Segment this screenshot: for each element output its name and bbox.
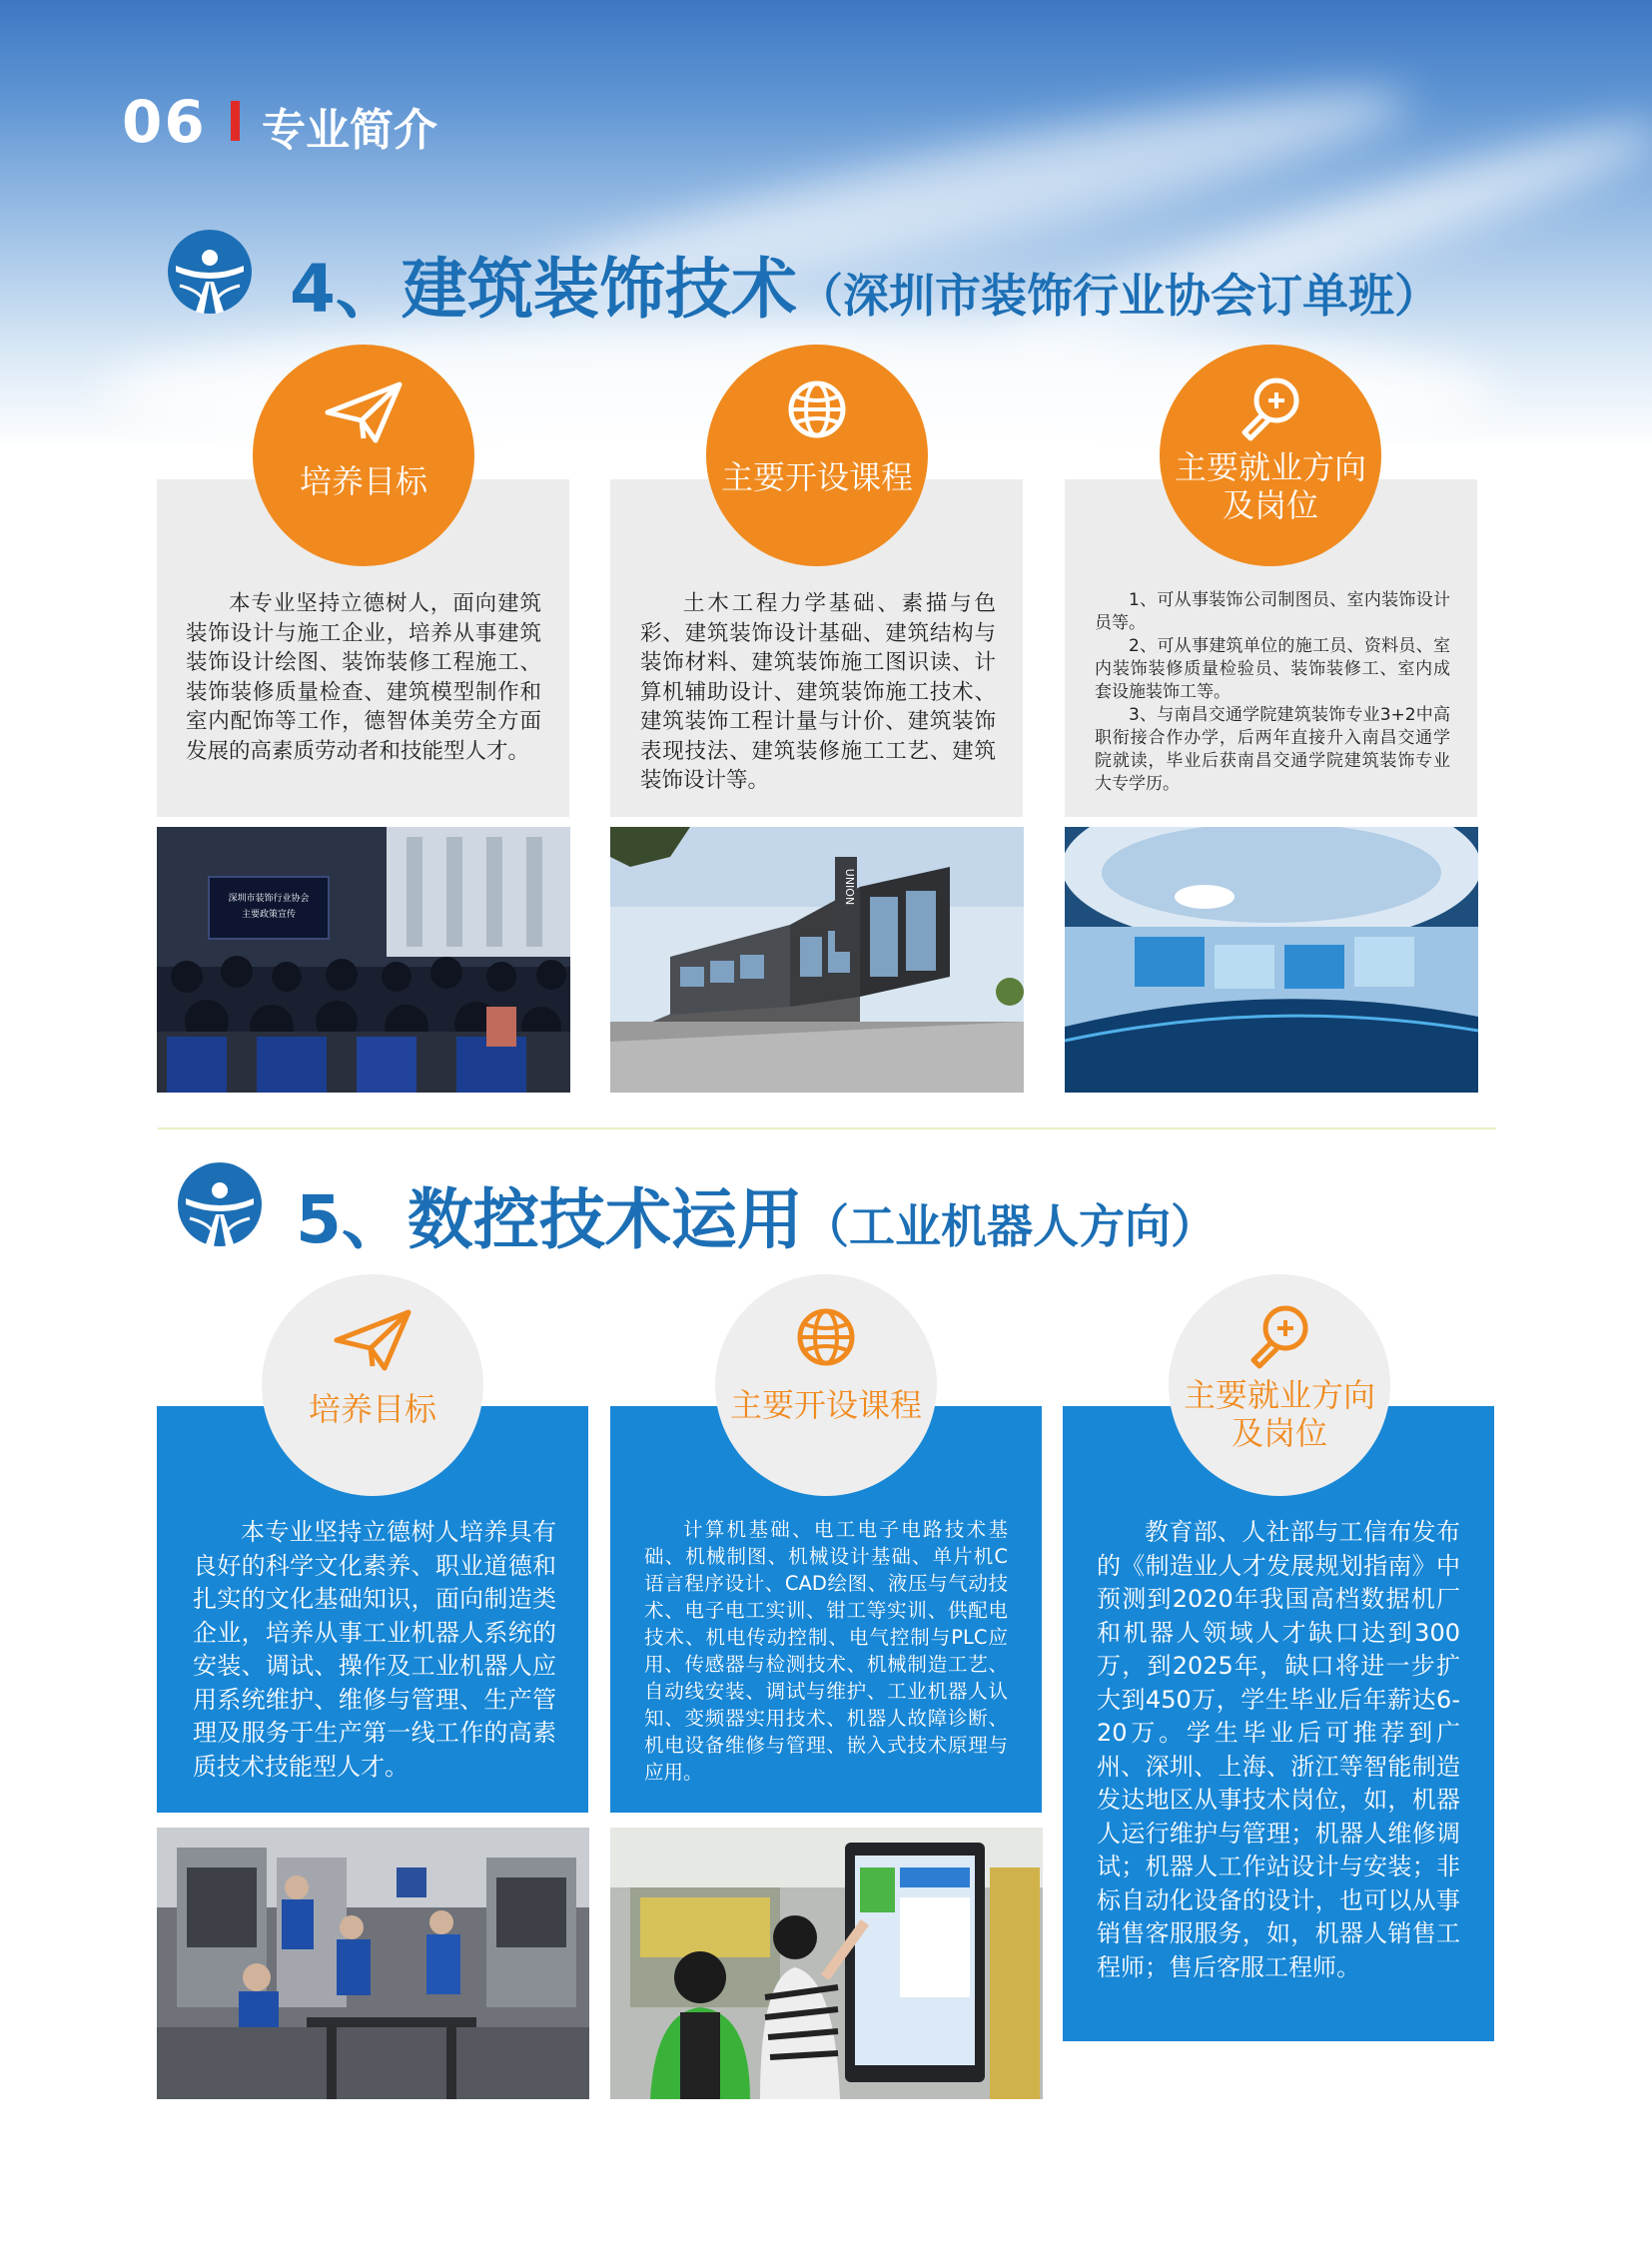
page-number: 06 [122,88,207,156]
section5-jobs-label-line2: 及岗位 [1231,1414,1327,1452]
section4-jobs-label-line2: 及岗位 [1222,486,1318,524]
exhibition-hall-photo [1065,827,1478,1093]
section5-courses-badge [715,1274,937,1496]
section4-jobs-badge [1160,345,1381,566]
paper-plane-icon [331,1306,414,1376]
globe-icon [793,1304,859,1370]
magnifier-icon [1245,1302,1313,1370]
building-sign-text: UNION [843,868,856,906]
section5-goal-badge [262,1274,483,1496]
paper-plane-icon [322,378,406,448]
section4-courses-label: 主要开设课程 [720,458,913,496]
screen-text-1: 深圳市装饰行业协会 [228,894,310,904]
section4-courses-text: 土木工程力学基础、素描与色彩、建筑装饰设计基础、建筑结构与装饰材料、建筑装饰施工图识读、计算机辅助设计、建筑装饰施工技术、建筑装饰工程计量与计价、建筑装饰表现技法、建筑装修施工工艺、建筑装饰设计等。 [640,591,996,793]
section5-heading [296,1166,1217,1261]
section5-goal-label: 培养目标 [308,1390,436,1428]
page-section-title: 专业简介 [262,105,437,156]
section5-goal-text: 本专业坚持立德树人培养具有良好的科学文化素养、职业道德和扎实的文化基础知识，面向制造类企业，培养从事工业机器人系统的安装、调试、操作及工业机器人应用系统维护、维修与管理、生产管理及服务于生产第一线工作的高素质技术技能型人才。 [193,1518,556,1781]
section4-goal-label: 培养目标 [299,462,427,500]
globe-icon [784,376,850,442]
magnifier-icon [1237,374,1304,442]
section4-title: 4、建筑装饰技术 [290,251,797,328]
section-divider [158,1127,1496,1129]
section5-courses-text: 计算机基础、电工电子电路技术基础、机械制图、机械设计基础、单片机C语言程序设计、CAD绘图、液压与气动技术、电子电工实训、钳工等实训、供配电技术、机电传动控制、电气控制与PLC应用、传感器与检测技术、机械制造工艺、自动线安装、调试与维护、工业机器人认知、变频器实用技术、机器人故障诊断、机电设备维修与管理、嵌入式技术原理与应用。 [644,1518,1008,1784]
section5-title: 5、数控技术运用 [296,1181,803,1258]
section5-subtitle: （工业机器人方向） [802,1199,1217,1253]
section4-goal-text: 本专业坚持立德树人，面向建筑装饰设计与施工企业，培养从事建筑装饰设计绘图、装饰装修工程施工、装饰装修质量检查、建筑模型制作和室内配饰等工作，德智体美劳全方面发展的高素质劳动者和技能型人才。 [186,591,541,764]
section5-courses-label: 主要开设课程 [729,1386,922,1424]
section4-heading [290,236,1440,331]
building-render-photo [610,827,1024,1093]
section5-jobs-label-line1: 主要就业方向 [1183,1376,1375,1414]
section4-jobs-label-line1: 主要就业方向 [1174,448,1366,486]
screen-text-2: 主要政策宣传 [241,910,297,920]
section4-subtitle: （深圳市装饰行业协会订单班） [796,269,1440,323]
school-logo-icon [176,1160,264,1248]
header-accent-bar [231,101,240,141]
section5-jobs-text: 教育部、人社部与工信布发布的《制造业人才发展规划指南》中预测到2020年我国高档数据机厂和机器人领域人才缺口达到300万，到2025年，缺口将进一步扩大到450万，学生毕业后年薪达6-20万。学生毕业后可推荐到广州、深圳、上海、浙江等智能制造发达地区从事技术岗位，如，机器人运行维护与管理；机器人维修调试；机器人工作站设计与安装；非标自动化设备的设计，也可以从事销售客服服务，如，机器人销售工程师；售后客服工程师。 [1097,1518,1460,1981]
seminar-photo [157,827,570,1093]
section5-jobs-badge [1169,1274,1390,1496]
school-logo-icon [166,228,254,316]
section4-courses-badge [706,345,928,566]
cnc-workshop-photo [157,1828,589,2099]
section4-goal-badge [253,345,474,566]
section4-jobs-text: 1、可从事装饰公司制图员、室内装饰设计员等。 2、可从事建筑单位的施工员、资料员、室内装饰装修质量检验员、装饰装修工、室内成套设施装饰工等。 3、与南昌交通学院建筑装饰专业3+2中高职衔接合作办学，后两年直接升入南昌交通学院就读，毕业后获南昌交通学院建筑装饰专业大专学历。 [1095,590,1450,794]
touchscreen-training-photo [610,1828,1043,2099]
